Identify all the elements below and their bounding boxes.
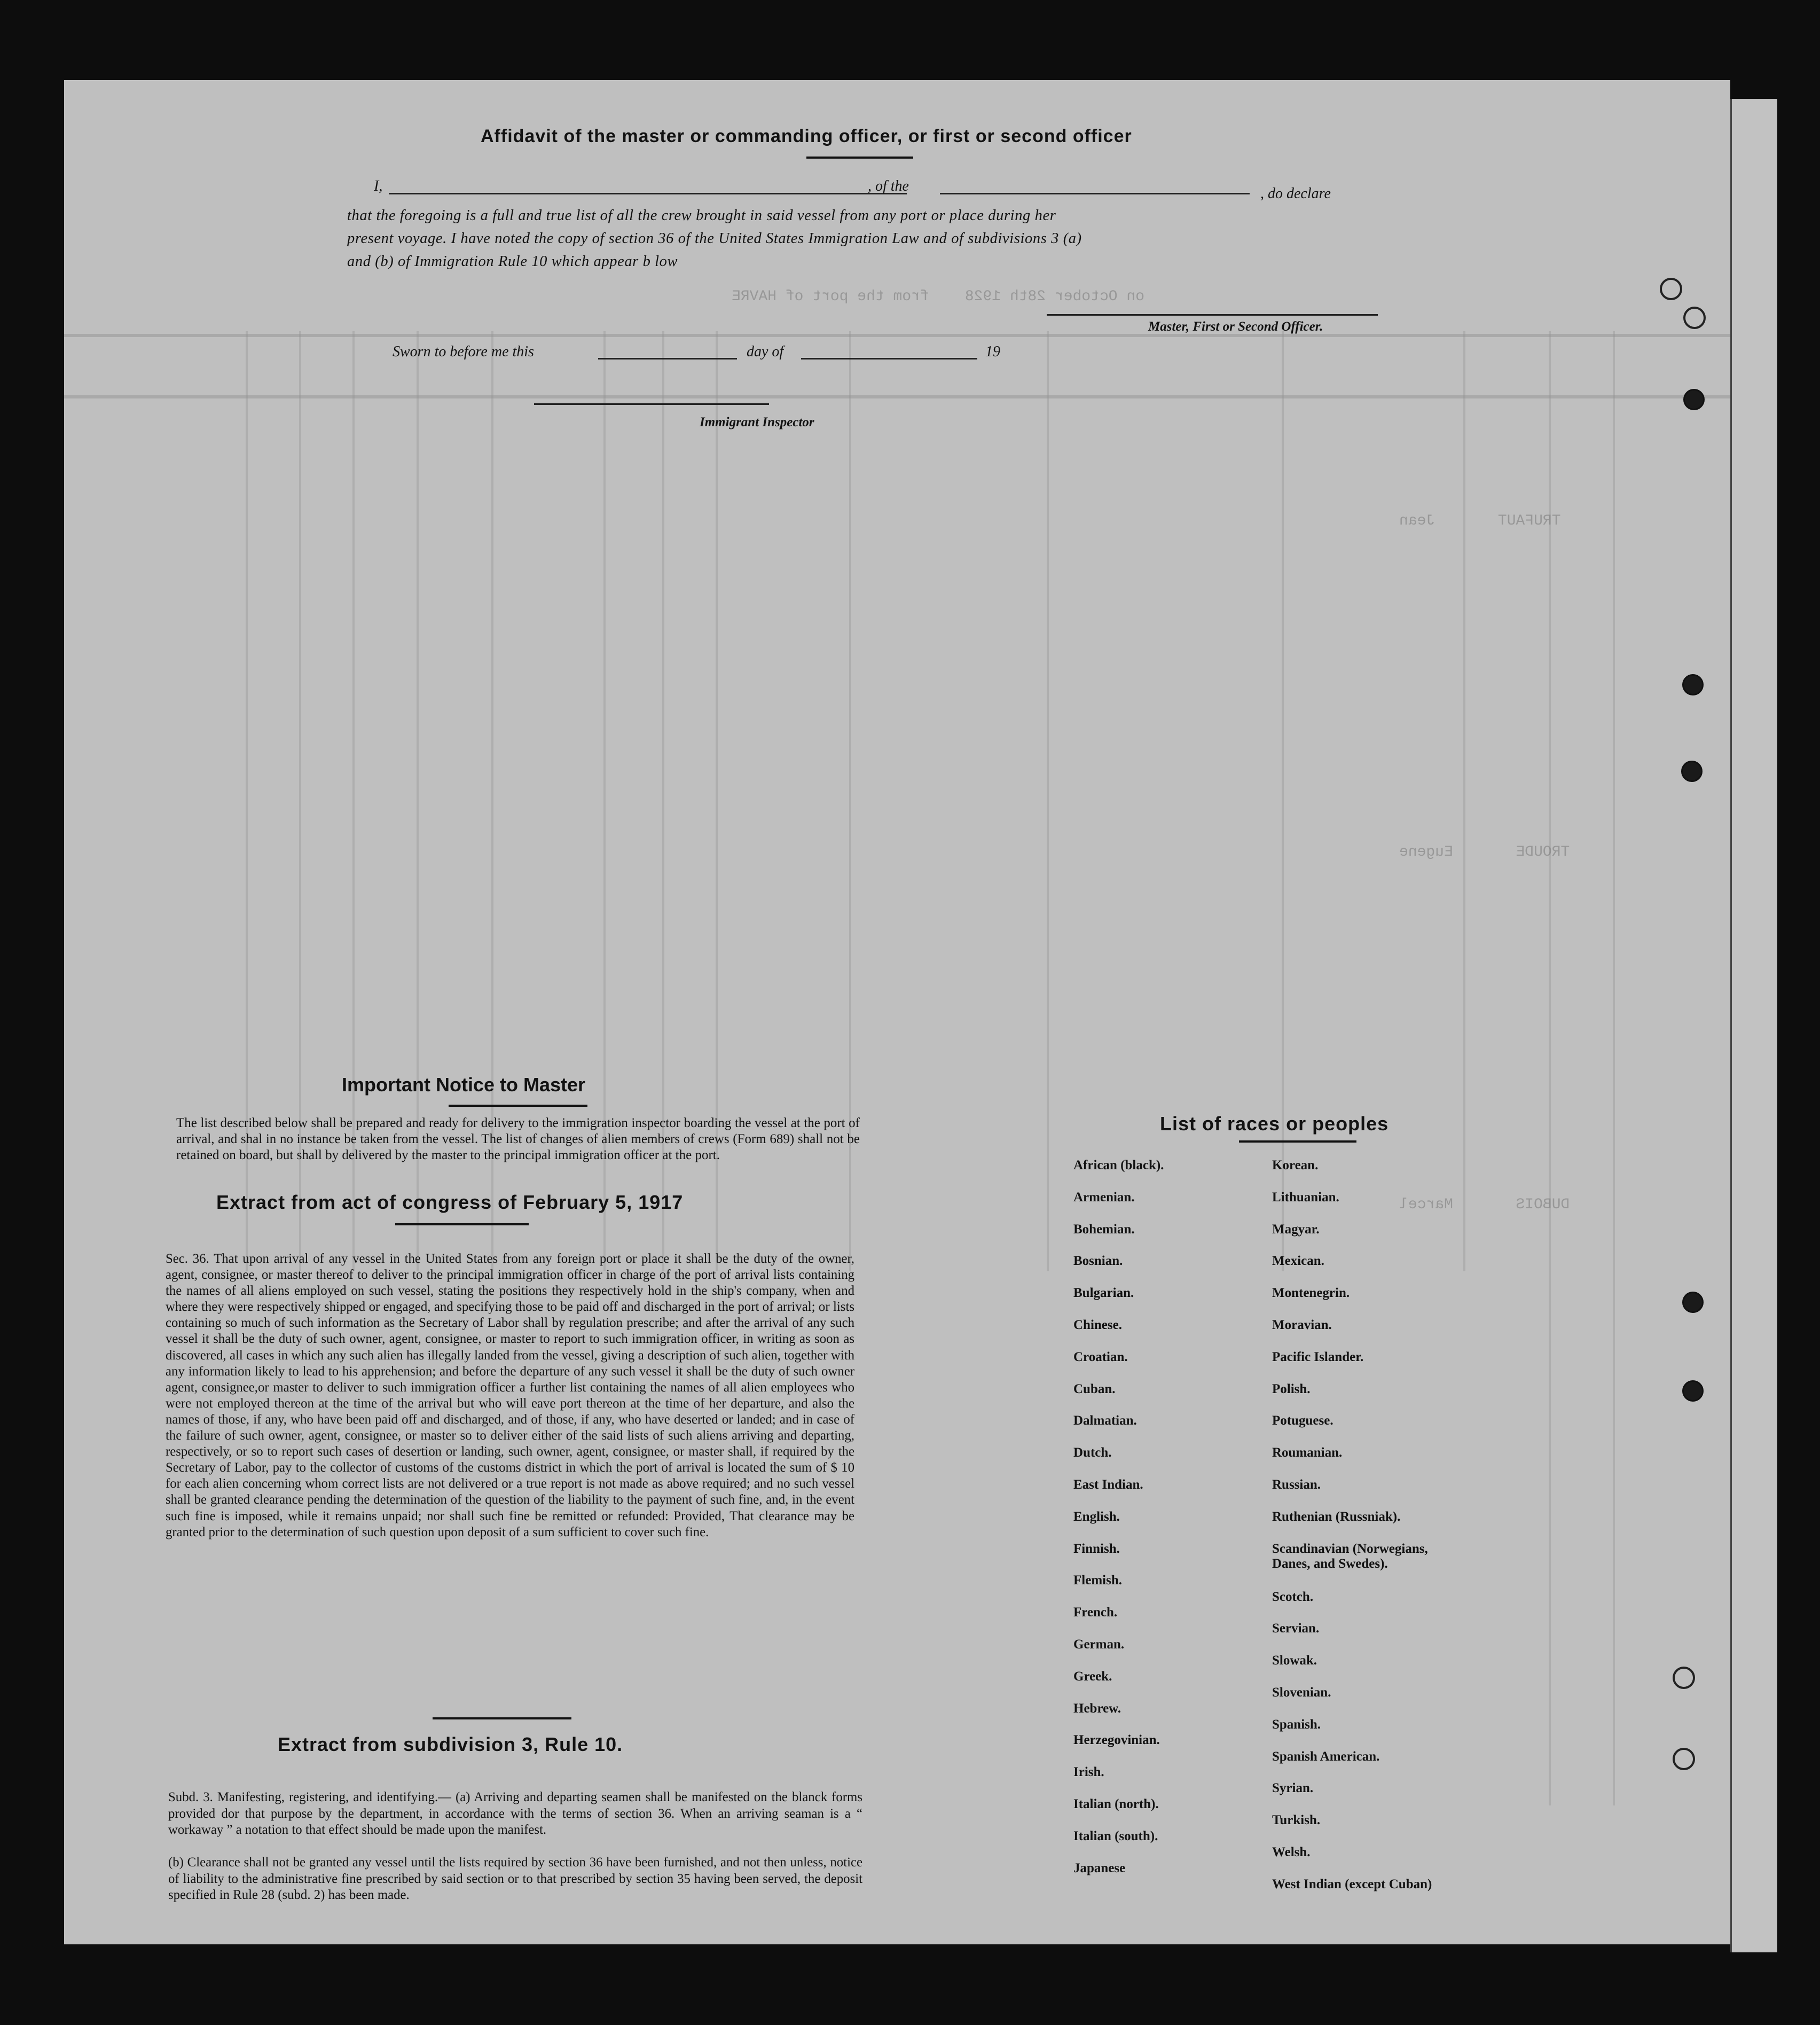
- race-item: Roumanian.: [1272, 1445, 1343, 1460]
- punch-hole: [1681, 761, 1703, 782]
- races-right-column: [1272, 1158, 1496, 1909]
- race-item: Syrian.: [1272, 1781, 1314, 1796]
- race-item: Japanese: [1073, 1860, 1126, 1875]
- race-item: Russian.: [1272, 1477, 1321, 1492]
- affidavit-title: Affidavit of the master or commanding officer, or first or second officer: [481, 126, 1132, 146]
- act-title: Extract from act of congress of February 5, 1917: [216, 1191, 684, 1213]
- race-item: Spanish.: [1272, 1717, 1321, 1732]
- race-item: Magyar.: [1272, 1222, 1320, 1237]
- affidavit-i: I,: [374, 178, 383, 194]
- race-item: Irish.: [1073, 1765, 1104, 1780]
- notice-underline: [449, 1105, 587, 1107]
- races-left-column: [1073, 1158, 1244, 1893]
- race-item: West Indian (except Cuban): [1272, 1877, 1432, 1891]
- race-item: English.: [1073, 1509, 1120, 1524]
- vessel-blank[interactable]: [940, 193, 1250, 194]
- race-item: Slovenian.: [1272, 1685, 1331, 1700]
- bleed-through-text: TRUFAUT Jean: [1399, 513, 1561, 529]
- notice-title: Important Notice to Master: [342, 1074, 586, 1096]
- bleed-through-text: on October 28th 1928 from the port of HAVRE: [732, 288, 1144, 305]
- sworn-text: Sworn to before me this: [393, 343, 534, 360]
- punch-hole: [1682, 1292, 1704, 1313]
- punch-hole: [1682, 674, 1704, 695]
- name-blank[interactable]: [389, 193, 907, 194]
- race-item: Moravian.: [1272, 1317, 1332, 1332]
- bleed-through-text: DUBOIS Marcel: [1399, 1197, 1570, 1213]
- bleed-through-rule: [1613, 331, 1615, 1805]
- inspector-caption: Immigrant Inspector: [700, 415, 814, 429]
- sworn-day-blank[interactable]: [598, 358, 737, 359]
- race-item: Italian (north).: [1073, 1796, 1159, 1811]
- rule-separator: [433, 1717, 571, 1719]
- sworn-year: 19: [985, 343, 1000, 360]
- race-item: African (black).: [1073, 1158, 1164, 1172]
- affidavit-of-the: , of the: [868, 178, 909, 194]
- race-item: German.: [1073, 1637, 1125, 1652]
- rule-body-a: Subd. 3. Manifesting, registering, and identifying.— (a) Arriving and departing seamen shall be manifested on the blanck forms provided dor that purpose by the department, in accordance with the terms of section 36. When an arriving seaman is a “ workaway ” a notation to that effect should be made upon the manifest.: [168, 1790, 862, 1837]
- adjacent-page-edge: [1730, 99, 1777, 1952]
- race-item: Potuguese.: [1272, 1413, 1333, 1428]
- race-item: Herzegovinian.: [1073, 1733, 1160, 1748]
- inspector-blank[interactable]: [534, 403, 769, 405]
- race-item: Servian.: [1272, 1621, 1320, 1636]
- bleed-through-rule: [64, 395, 1730, 398]
- race-item: Hebrew.: [1073, 1701, 1121, 1716]
- punch-hole: [1683, 307, 1706, 329]
- race-item: Spanish American.: [1272, 1749, 1380, 1764]
- punch-hole: [1660, 278, 1682, 300]
- race-item: Dutch.: [1073, 1445, 1112, 1460]
- race-item: Scotch.: [1272, 1589, 1314, 1604]
- rule-body-b: (b) Clearance shall not be granted any vessel until the lists required by section 36 have been furnished, and not then unless, notice of liability to the administrative fine prescribed by said section or to that prescribed by section 35 having been served, the deposit specified in Rule 28 (subd. 2) has been made.: [168, 1855, 862, 1902]
- race-item: Finnish.: [1073, 1541, 1120, 1556]
- affidavit-line2: that the foregoing is a full and true list of all the crew brought in said vessel from any port or place during her: [347, 207, 1056, 224]
- race-item: East Indian.: [1073, 1477, 1143, 1492]
- race-item: Mexican.: [1272, 1254, 1324, 1269]
- act-body: Sec. 36. That upon arrival of any vessel in the United States from any foreign port or place it shall be the duty of the owner, agent, consignee, or master thereof to deliver to the principal immigration officer in charge of the port of arrival lists containing the names of all aliens employed on such vessel, stating the positions they respectively hold in the ship's company, when and where they were respectively shipped or engaged, and specifying those to be paid off and discharged in the port of arrival; or lists containing so much of such information as the Secretary of Labor shall by regulation prescribe; and after the arrival of any such vessel it shall be the duty of such owner, agent, consignee, or master to report to such immigration officer, in writing as soon as discovered, all cases in which any such alien has illegally landed from the vessel, giving a description of such alien, together with any information likely to lead to his apprehension; and before the departure of any such vessel it shall be the duty of such owner agent, consignee,or master to deliver to such immigration officer a further list containing the names of all alien employees who were not employed thereon at the time of the arrival but who will eave port thereon at the time of her departure, and also the names of those, if any, who have been paid off and discharged, and of those, if any, who have deserted or landed; and in case of the failure of such owner, agent, consignee, or master so to deliver either of the said lists of such aliens arriving and departing, respectively, or so to report such cases of desertion or landing, such owner, agent, consignee, or master shall, if required by the Secretary of Labor, pay to the collector of customs of the customs district in which the port of arrival is located the sum of $ 10 for each alien concerning whom correct lists are not delivered or a true report is not made as above required; and no such vessel shall be granted clearance pending the determination of the question of the liability to the payment of such fine, and, in the event such fine is imposed, while it remains unpaid; nor shall such fine be remitted or refunded: Provided, That clearance may be granted prior to the determination of such question upon deposit of a sum sufficient to cover such fine.: [166, 1252, 854, 1539]
- races-title: List of races or peoples: [1160, 1113, 1389, 1135]
- race-item: Chinese.: [1073, 1317, 1122, 1332]
- title-underline: [806, 157, 913, 159]
- race-item: French.: [1073, 1605, 1118, 1620]
- race-item: Lithuanian.: [1272, 1190, 1339, 1205]
- race-item: Montenegrin.: [1272, 1286, 1350, 1301]
- bleed-through-rule: [1047, 331, 1049, 1271]
- race-item: Ruthenian (Russniak).: [1272, 1509, 1401, 1524]
- affidavit-line4: and (b) of Immigration Rule 10 which appear b low: [347, 253, 678, 270]
- punch-hole: [1673, 1667, 1695, 1689]
- race-item: Turkish.: [1272, 1813, 1321, 1828]
- sworn-day-of: day of: [747, 343, 784, 360]
- bleed-through-rule: [1463, 331, 1465, 1271]
- punch-hole: [1683, 389, 1705, 410]
- race-item: Croatian.: [1073, 1349, 1128, 1364]
- race-item: Korean.: [1272, 1158, 1319, 1172]
- race-item: Dalmatian.: [1073, 1413, 1137, 1428]
- race-item: Flemish.: [1073, 1573, 1122, 1588]
- race-item: Greek.: [1073, 1669, 1112, 1684]
- signature-caption: Master, First or Second Officer.: [1148, 319, 1323, 334]
- race-item: Bohemian.: [1073, 1222, 1135, 1237]
- race-item: Bosnian.: [1073, 1254, 1123, 1269]
- bleed-through-text: TROUDE Eugene: [1399, 844, 1570, 861]
- rule-title: Extract from subdivision 3, Rule 10.: [278, 1733, 623, 1755]
- punch-hole: [1682, 1380, 1704, 1402]
- race-item: Polish.: [1272, 1381, 1311, 1396]
- race-item: Slowak.: [1272, 1653, 1317, 1668]
- affidavit-declare: , do declare: [1260, 185, 1331, 202]
- race-item: Bulgarian.: [1073, 1286, 1134, 1301]
- race-item: Welsh.: [1272, 1844, 1311, 1859]
- race-item: Italian (south).: [1073, 1828, 1158, 1843]
- bleed-through-rule: [64, 334, 1730, 337]
- punch-hole: [1673, 1748, 1695, 1770]
- signature-blank[interactable]: [1047, 314, 1378, 316]
- race-item: Pacific Islander.: [1272, 1349, 1364, 1364]
- race-item: Scandinavian (Norwegians, Danes, and Swedes).: [1272, 1541, 1428, 1571]
- affidavit-line3: present voyage. I have noted the copy of section 36 of the United States Immigration Law and of subdivisions 3 (a): [347, 230, 1082, 247]
- act-underline: [395, 1223, 529, 1225]
- race-item: Armenian.: [1073, 1190, 1135, 1205]
- notice-body: The list described below shall be prepared and ready for delivery to the immigration inspector boarding the vessel at the port of arrival, and shal in no instance be taken from the vessel. The list of changes of alien members of crews (Form 689) shall not be retained on board, but shall by delivered by the master to the principal immigration officer at the port.: [176, 1116, 860, 1162]
- sworn-month-blank[interactable]: [801, 358, 977, 359]
- races-underline: [1239, 1140, 1356, 1143]
- race-item: Cuban.: [1073, 1381, 1116, 1396]
- bleed-through-rule: [1549, 331, 1551, 1805]
- manifest-page: [64, 80, 1730, 1944]
